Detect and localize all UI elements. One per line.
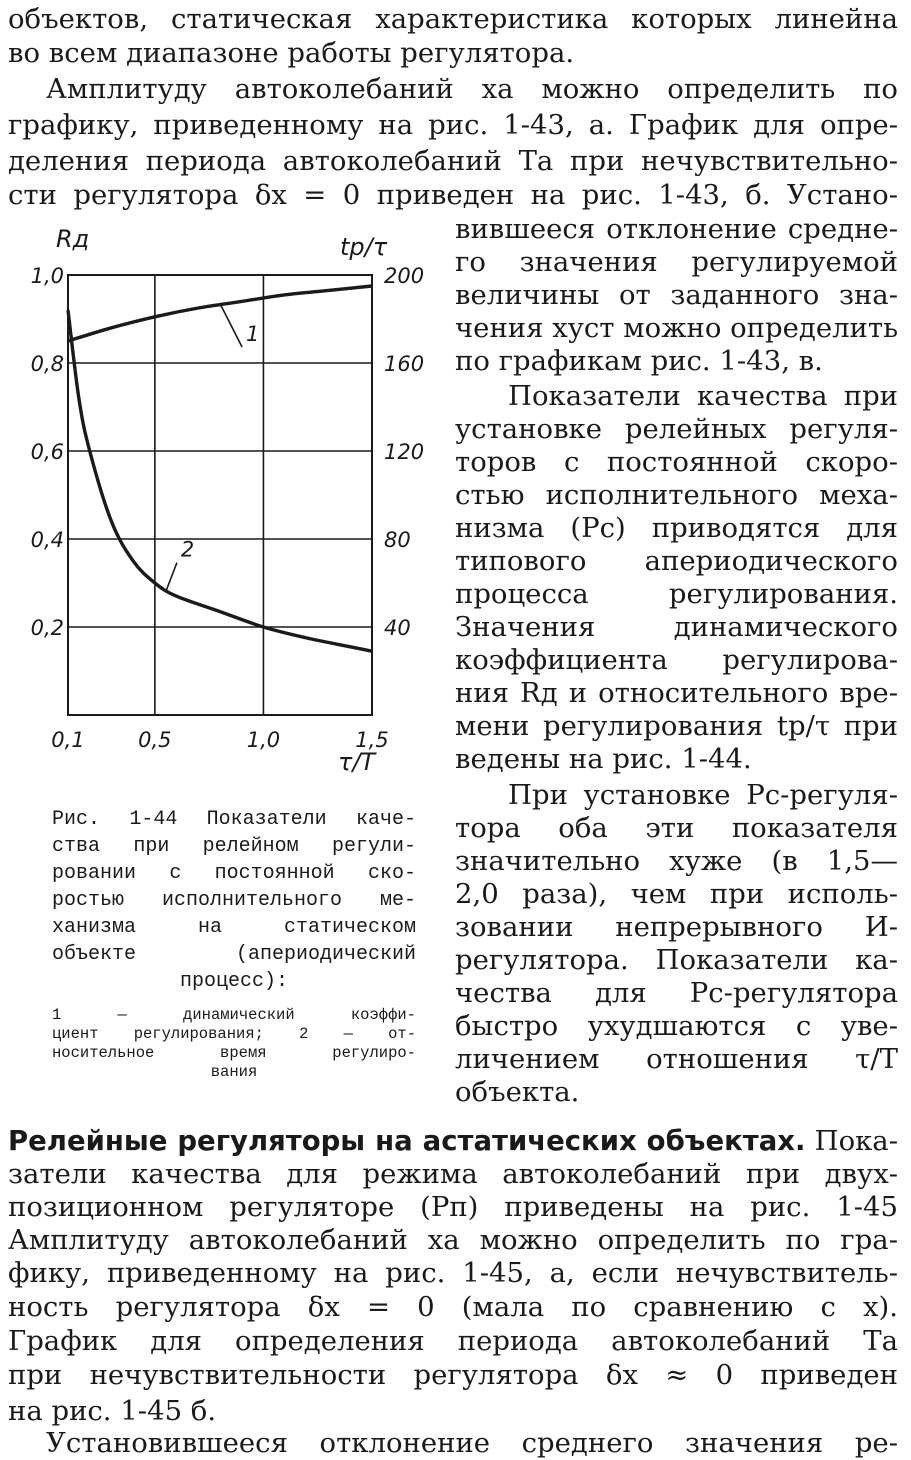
curve-1: [68, 286, 372, 341]
text-line: объектов, статическая характеристика которых линейна: [8, 3, 898, 35]
caption-line: ростью исполнительного ме-: [52, 889, 416, 912]
right-column-line: 2,0 раза), чем при исполь-: [455, 878, 898, 910]
right-column-line: ния Rд и относительного вре-: [455, 677, 898, 709]
curve-label: 1: [246, 322, 260, 346]
y-right-tick-label: 80: [384, 528, 411, 552]
figure-1-44-chart: [0, 215, 440, 785]
section-heading-line: [8, 1124, 898, 1158]
right-column-line: типового апериодического: [455, 545, 898, 577]
caption-note-line: 1 — динамический коэффи-: [52, 1006, 416, 1024]
caption-note-line: вания: [210, 1063, 258, 1081]
caption-line: Рис. 1-44 Показатели каче-: [52, 808, 416, 831]
text-line: во всем диапазоне работы регулятора.: [8, 37, 575, 69]
y-left-tick-label: 0,8: [30, 352, 64, 376]
curve-leader-line: [220, 304, 242, 347]
right-column-line: мени регулирования tр/τ при: [455, 710, 898, 742]
curve-2: [68, 310, 372, 651]
right-column-line: ведены на рис. 1-44.: [455, 743, 752, 775]
y-left-tick-label: 0,4: [30, 528, 64, 552]
right-column-line: чения xуст можно определить: [455, 312, 899, 344]
right-column-line: Значения динамического: [455, 611, 898, 643]
y-left-tick-label: 0,2: [30, 616, 64, 640]
text-line: при нечувствительности регулятора δx ≈ 0 приведен: [8, 1359, 898, 1391]
text-fragment: Пока-: [805, 1125, 898, 1157]
right-column-line: объекта.: [455, 1076, 580, 1108]
right-column-line: регулятора. Показатели ка-: [455, 944, 898, 976]
right-column-line: зовании непрерывного И-: [455, 911, 898, 943]
right-column-line: При установке Pс-регуля-: [508, 779, 898, 811]
caption-line: ровании с постоянной ско-: [52, 862, 416, 885]
right-column-line: быстро ухудшаются с уве-: [455, 1010, 898, 1042]
text-line: Амплитуду автоколебаний xа можно определить по гра-: [8, 1224, 898, 1256]
caption-note-line: циент регулирования; 2 — от-: [52, 1025, 416, 1043]
text-line: позиционном регуляторе (Pп) приведены на рис. 1-45: [8, 1191, 898, 1223]
text-line: деления периода автоколебаний Tа при нечувствительно-: [8, 145, 898, 177]
curve-label: 2: [180, 537, 195, 562]
text-line: Установившееся отклонение среднего значения ре-: [46, 1427, 898, 1459]
y-right-tick-label: 160: [384, 352, 425, 376]
y-axis-left-label: Rд: [56, 225, 90, 253]
right-column-line: низма (Pс) приводятся для: [455, 512, 898, 544]
chart-curves: [68, 286, 372, 651]
y-left-tick-label: 1,0: [30, 264, 64, 288]
caption-note-line: носительное время регулиро-: [52, 1044, 416, 1062]
right-column-line: процесса регулирования.: [455, 578, 898, 610]
text-line: графику, приведенному на рис. 1-43, а. График для опре-: [8, 109, 898, 141]
chart-ticks: [31, 264, 425, 752]
x-tick-label: 1,0: [246, 728, 281, 752]
x-tick-label: 1,5: [355, 728, 389, 752]
right-column-line: чества для Pс-регулятора: [455, 977, 898, 1009]
caption-line: объекте (апериодический: [52, 943, 416, 966]
caption-line: процесс):: [179, 970, 289, 993]
right-column-line: вившееся отклонение средне-: [455, 213, 898, 245]
caption-line: ханизма на статическом: [52, 916, 416, 939]
text-line: на рис. 1-45 б.: [8, 1395, 217, 1427]
text-line: затели качества для режима автоколебаний при двух-: [8, 1158, 898, 1190]
right-column-line: стью исполнительного меха-: [455, 479, 898, 511]
right-column-line: личением отношения τ/T: [455, 1043, 898, 1075]
right-column-line: по графикам рис. 1-43, в.: [455, 345, 823, 377]
right-column-line: торов с постоянной скоро-: [455, 446, 898, 478]
y-right-tick-label: 120: [384, 440, 425, 464]
x-tick-label: 0,5: [138, 728, 172, 752]
right-column-line: тора оба эти показателя: [455, 812, 898, 844]
chart-frame: [68, 275, 372, 715]
y-right-tick-label: 200: [384, 264, 425, 288]
text-line: График для определения периода автоколебаний Tа: [8, 1325, 898, 1357]
y-axis-right-label: tр/τ: [340, 233, 388, 261]
right-column-line: Показатели качества при: [508, 380, 898, 412]
chart-grid: [68, 275, 372, 715]
caption-line: ства при релейном регули-: [52, 835, 416, 858]
x-axis-label: τ/T: [338, 748, 376, 776]
section-heading: Релейные регуляторы на астатических объектах.: [8, 1125, 806, 1157]
right-column-line: го значения регулируемой: [455, 246, 898, 278]
text-line: ность регулятора δx = 0 (мала по сравнению с x).: [8, 1291, 898, 1323]
text-line: фику, приведенному на рис. 1-45, а, если нечувствитель-: [8, 1257, 898, 1289]
curve-leader-line: [166, 563, 177, 592]
right-column-line: коэффициента регулирова-: [455, 644, 898, 676]
right-column-line: величины от заданного зна-: [455, 279, 898, 311]
text-line: Амплитуду автоколебаний xа можно определить по: [46, 73, 898, 105]
y-left-tick-label: 0,6: [30, 440, 64, 464]
x-tick-label: 0,1: [51, 728, 85, 752]
y-right-tick-label: 40: [384, 616, 411, 640]
right-column-line: установке релейных регуля-: [455, 413, 898, 445]
text-line: сти регулятора δx = 0 приведен на рис. 1-43, б. Устано-: [8, 179, 898, 211]
right-column-line: значительно хуже (в 1,5—: [455, 845, 898, 877]
